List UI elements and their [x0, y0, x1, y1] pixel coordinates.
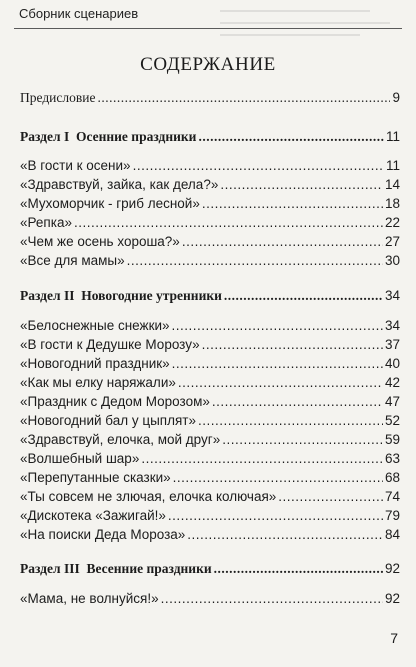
running-head: Сборник сценариев — [19, 6, 139, 21]
toc-entry-preface — [20, 90, 400, 106]
entry-page: 84 — [384, 527, 400, 542]
dot-leader — [141, 451, 383, 467]
entry-title: «Репка» — [20, 215, 72, 230]
dot-leader — [198, 413, 383, 429]
toc-entry — [20, 253, 400, 269]
toc-entry — [20, 158, 400, 174]
dot-leader — [222, 432, 383, 448]
entry-title: «Белоснежные снежки» — [20, 318, 170, 333]
section-heading — [20, 561, 400, 577]
header-rule — [14, 28, 402, 29]
entry-title: «Перепутанные сказки» — [20, 470, 171, 485]
entry-title: «Праздник с Дедом Морозом» — [20, 394, 210, 409]
toc-entry — [20, 318, 400, 334]
entry-title: «На поиски Деда Мороза» — [20, 527, 186, 542]
dot-leader — [133, 158, 384, 174]
entry-title: «В гости к Дедушке Морозу» — [20, 337, 200, 352]
entry-page: 68 — [384, 470, 400, 485]
section-title: Раздел I Осенние праздники — [20, 129, 197, 144]
entry-page: 79 — [384, 508, 400, 523]
entry-page: 40 — [384, 356, 400, 371]
toc-entry — [20, 591, 400, 607]
section-page: 11 — [385, 129, 400, 144]
dot-leader — [214, 561, 383, 577]
toc-title: СОДЕРЖАНИЕ — [140, 54, 276, 75]
entry-title: «Мама, не волнуйся!» — [20, 591, 159, 606]
entry-page: 11 — [385, 158, 400, 173]
toc-entry — [20, 375, 400, 391]
toc-entry — [20, 489, 400, 505]
entry-title: «Ты совсем не злючая, елочка колючая» — [20, 489, 277, 504]
dot-leader — [224, 288, 383, 304]
entry-page: 18 — [384, 196, 400, 211]
dot-leader — [161, 591, 383, 607]
entry-title: «Чем же осень хороша?» — [20, 234, 180, 249]
entry-title: «Здравствуй, елочка, мой друг» — [20, 432, 221, 447]
entry-page: 30 — [384, 253, 400, 268]
entry-title: «Здравствуй, зайка, как дела?» — [20, 177, 219, 192]
entry-title: «Мухоморчик - гриб лесной» — [20, 196, 200, 211]
dot-leader — [97, 90, 390, 106]
entry-page: 27 — [384, 234, 400, 249]
dot-leader — [172, 356, 383, 372]
toc-entry — [20, 215, 400, 231]
toc-entry — [20, 234, 400, 250]
dot-leader — [220, 177, 383, 193]
toc-entry — [20, 337, 400, 353]
dot-leader — [278, 489, 383, 505]
dot-leader — [212, 394, 383, 410]
entry-page: 14 — [384, 177, 400, 192]
toc-entry — [20, 508, 400, 524]
entry-page: 42 — [384, 375, 400, 390]
entry-page: 22 — [384, 215, 400, 230]
entry-page: 34 — [384, 318, 400, 333]
toc-entry — [20, 527, 400, 543]
dot-leader — [178, 375, 383, 391]
dot-leader — [202, 196, 383, 212]
entry-page: 92 — [384, 591, 400, 606]
toc-entry — [20, 394, 400, 410]
entry-page: 63 — [384, 451, 400, 466]
toc-entry — [20, 413, 400, 429]
entry-title: «Дискотека «Зажигай!» — [20, 508, 166, 523]
entry-page: 37 — [384, 337, 400, 352]
section-title: Раздел III Весенние праздники — [20, 561, 212, 576]
entry-page: 9 — [392, 90, 400, 105]
dot-leader — [173, 470, 383, 486]
section-title: Раздел II Новогодние утренники — [20, 288, 222, 303]
entry-title: «Новогодний бал у цыплят» — [20, 413, 196, 428]
toc-entry — [20, 451, 400, 467]
section-heading — [20, 288, 400, 304]
section-heading — [20, 129, 400, 145]
dot-leader — [202, 337, 383, 353]
dot-leader — [127, 253, 383, 269]
entry-page: 59 — [384, 432, 400, 447]
dot-leader — [74, 215, 383, 231]
dot-leader — [198, 129, 384, 145]
entry-title: «Новогодний праздник» — [20, 356, 170, 371]
toc-entry — [20, 470, 400, 486]
dot-leader — [168, 508, 383, 524]
entry-title: «Все для мамы» — [20, 253, 125, 268]
entry-page: 74 — [384, 489, 400, 504]
entry-page: 52 — [384, 413, 400, 428]
entry-title: «Волшебный шар» — [20, 451, 140, 466]
page-number: 7 — [390, 630, 398, 646]
toc-entry — [20, 196, 400, 212]
dot-leader — [172, 318, 383, 334]
dot-leader — [187, 527, 383, 543]
entry-title: «В гости к осени» — [20, 158, 131, 173]
entry-title: «Как мы елку наряжали» — [20, 375, 176, 390]
entry-page: 47 — [384, 394, 400, 409]
toc-entry — [20, 356, 400, 372]
section-page: 92 — [384, 561, 400, 576]
entry-title: Предисловие — [20, 90, 96, 105]
toc-entry — [20, 177, 400, 193]
toc-entry — [20, 432, 400, 448]
dot-leader — [182, 234, 383, 250]
section-page: 34 — [384, 288, 400, 303]
